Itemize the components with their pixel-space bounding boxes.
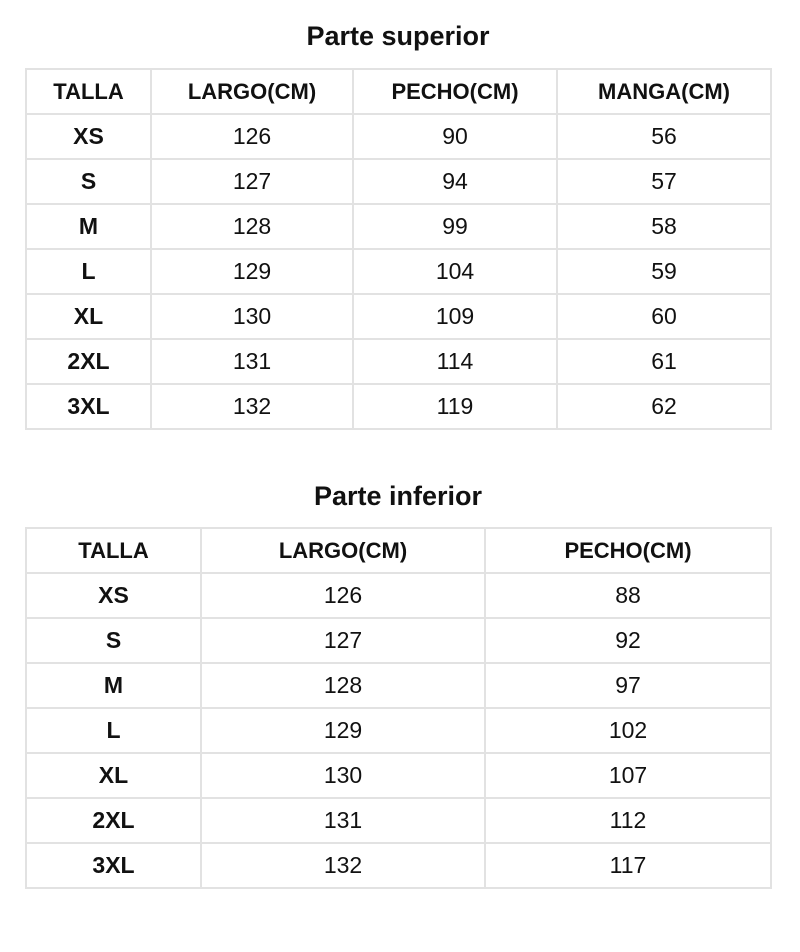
pecho-cell: 88 <box>485 573 771 618</box>
size-cell: S <box>26 618 201 663</box>
size-cell: 3XL <box>26 384 151 429</box>
largo-cell: 128 <box>201 663 485 708</box>
largo-cell: 129 <box>201 708 485 753</box>
table-row <box>26 708 771 753</box>
bottom-size-table <box>25 527 772 889</box>
size-cell: L <box>26 249 151 294</box>
pecho-cell: 102 <box>485 708 771 753</box>
pecho-cell: 99 <box>353 204 557 249</box>
pecho-cell: 94 <box>353 159 557 204</box>
largo-cell: 130 <box>151 294 353 339</box>
column-header-pecho: PECHO(CM) <box>485 528 771 573</box>
table-row <box>26 159 771 204</box>
largo-cell: 126 <box>201 573 485 618</box>
table-header-row <box>26 69 771 114</box>
table-row <box>26 753 771 798</box>
largo-cell: 127 <box>151 159 353 204</box>
largo-cell: 131 <box>151 339 353 384</box>
table-row <box>26 663 771 708</box>
largo-cell: 128 <box>151 204 353 249</box>
table-row <box>26 618 771 663</box>
pecho-cell: 114 <box>353 339 557 384</box>
column-header-pecho: PECHO(CM) <box>353 69 557 114</box>
table-row <box>26 249 771 294</box>
largo-cell: 129 <box>151 249 353 294</box>
size-cell: XL <box>26 294 151 339</box>
table-row <box>26 798 771 843</box>
largo-cell: 132 <box>151 384 353 429</box>
pecho-cell: 92 <box>485 618 771 663</box>
pecho-cell: 119 <box>353 384 557 429</box>
bottom-section-title: Parte inferior <box>313 481 483 511</box>
size-cell: M <box>26 204 151 249</box>
size-cell: XS <box>26 573 201 618</box>
table-row <box>26 384 771 429</box>
size-cell: XL <box>26 753 201 798</box>
largo-cell: 130 <box>201 753 485 798</box>
table-row <box>26 294 771 339</box>
pecho-cell: 109 <box>353 294 557 339</box>
table-row <box>26 204 771 249</box>
size-cell: XS <box>26 114 151 159</box>
top-size-table <box>25 68 772 430</box>
manga-cell: 60 <box>557 294 771 339</box>
column-header-talla: TALLA <box>26 69 151 114</box>
manga-cell: 61 <box>557 339 771 384</box>
size-cell: M <box>26 663 201 708</box>
column-header-manga: MANGA(CM) <box>557 69 771 114</box>
pecho-cell: 117 <box>485 843 771 888</box>
largo-cell: 131 <box>201 798 485 843</box>
manga-cell: 56 <box>557 114 771 159</box>
table-row <box>26 843 771 888</box>
pecho-cell: 104 <box>353 249 557 294</box>
pecho-cell: 97 <box>485 663 771 708</box>
pecho-cell: 90 <box>353 114 557 159</box>
table-header-row <box>26 528 771 573</box>
manga-cell: 62 <box>557 384 771 429</box>
largo-cell: 132 <box>201 843 485 888</box>
column-header-largo: LARGO(CM) <box>201 528 485 573</box>
size-cell: S <box>26 159 151 204</box>
pecho-cell: 107 <box>485 753 771 798</box>
pecho-cell: 112 <box>485 798 771 843</box>
size-cell: L <box>26 708 201 753</box>
largo-cell: 127 <box>201 618 485 663</box>
manga-cell: 59 <box>557 249 771 294</box>
size-cell: 2XL <box>26 798 201 843</box>
table-row <box>26 573 771 618</box>
size-cell: 2XL <box>26 339 151 384</box>
size-cell: 3XL <box>26 843 201 888</box>
table-row <box>26 339 771 384</box>
manga-cell: 58 <box>557 204 771 249</box>
top-section-title: Parte superior <box>306 21 490 51</box>
manga-cell: 57 <box>557 159 771 204</box>
column-header-talla: TALLA <box>26 528 201 573</box>
column-header-largo: LARGO(CM) <box>151 69 353 114</box>
table-row <box>26 114 771 159</box>
largo-cell: 126 <box>151 114 353 159</box>
